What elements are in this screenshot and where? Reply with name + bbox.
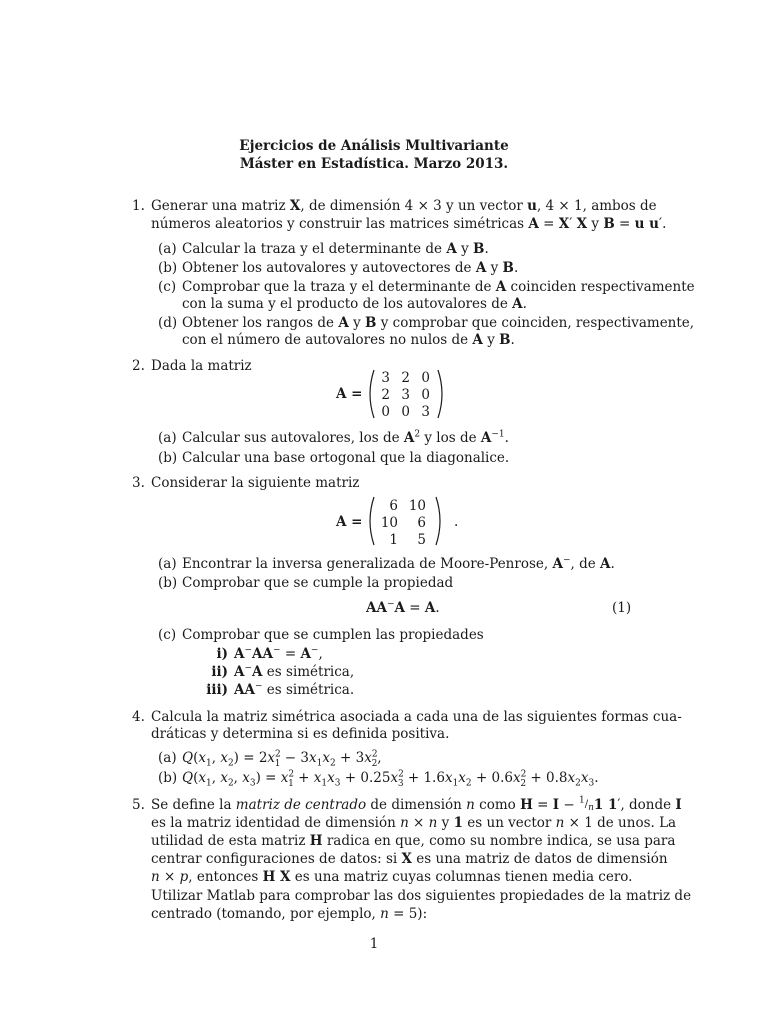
exercise-4-number: 4. bbox=[132, 709, 145, 725]
property-ii-label: ii) bbox=[211, 664, 228, 680]
exercise-3b-label: (b) bbox=[158, 575, 178, 591]
exercise-4b-label: (b) bbox=[158, 770, 178, 786]
exercise-5-line5: n × p, entonces H X es una matriz cuyas columnas tienen media cero. bbox=[151, 869, 633, 885]
matrix-cell: 3 bbox=[381, 370, 390, 386]
exercise-1a-text: Calcular la traza y el determinante de A y B. bbox=[182, 241, 489, 257]
exercise-2a-label: (a) bbox=[158, 430, 177, 446]
exercise-5-line7: centrado (tomando, por ejemplo, n = 5): bbox=[151, 906, 428, 922]
property-ii-text: A−A es simétrica, bbox=[234, 663, 355, 680]
exercise-4b-text: $Q(x_1$, $x_2$, $x_3) = x^2_1 + x_1x_3 + 0.25x^2_3 + 1.6x_1x_2 + 0.6x^2_2 + 0.8x_2x_3$. bbox=[182, 769, 599, 789]
exercise-1c-label: (c) bbox=[158, 279, 177, 295]
exercise-2b-text: Calcular una base ortogonal que la diagonalice. bbox=[182, 450, 510, 466]
property-i-text: A−AA− = A−, bbox=[234, 645, 323, 662]
exercise-2-matrix-lhs: A = bbox=[336, 386, 363, 402]
exercise-2b-label: (b) bbox=[158, 450, 178, 466]
exercise-5-line1: Se define la matriz de centrado de dimensión n como $H = I - ^1/_n1$ 1′, donde I bbox=[151, 795, 682, 813]
exercise-4a-text: $Q(x_1$, $x_2) = 2x^2_1 - 3x_1x_2 + 3x^2_2$, bbox=[182, 749, 382, 769]
matrix-cell: 0 bbox=[401, 404, 410, 420]
matrix-cell: 0 bbox=[421, 370, 430, 386]
property-i-label: i) bbox=[216, 646, 228, 662]
exercise-3b-text: Comprobar que se cumple la propiedad bbox=[182, 575, 454, 591]
exercise-1-line1: Generar una matriz X, de dimensión 4 × 3 y un vector u, 4 × 1, ambos de bbox=[151, 198, 657, 214]
exercise-2a-text: Calcular sus autovalores, los de $A^2$ y los de $A^{-1}$. bbox=[182, 429, 509, 446]
page-number: 1 bbox=[369, 936, 379, 952]
matrix-cell: 6 bbox=[417, 515, 426, 531]
exercise-3c-label: (c) bbox=[158, 627, 177, 643]
exercise-5-line3: utilidad de esta matriz H radica en que, como su nombre indica, se usa para bbox=[151, 833, 676, 849]
exercise-3-equation: AA−A = A. bbox=[366, 599, 440, 616]
document-title-line1: Ejercicios de Análisis Multivariante bbox=[239, 138, 509, 154]
exercise-2-number: 2. bbox=[132, 358, 145, 374]
exercise-4a-label: (a) bbox=[158, 750, 177, 766]
matrix-cell: 3 bbox=[421, 404, 430, 420]
matrix-cell: 0 bbox=[381, 404, 390, 420]
exercise-3a-text: Encontrar la inversa generalizada de Moore-Penrose, A−, de A. bbox=[182, 555, 615, 572]
exercise-1d-label: (d) bbox=[158, 315, 178, 331]
exercise-1d-text: Obtener los rangos de A y B y comprobar que coinciden, respectivamente, bbox=[182, 315, 695, 331]
exercise-1-line2: números aleatorios y construir las matrices simétricas A = X′ X y B = u u′. bbox=[151, 216, 667, 232]
matrix-cell: 2 bbox=[401, 370, 410, 386]
exercise-1b-text: Obtener los autovalores y autovectores de A y B. bbox=[182, 260, 519, 276]
exercise-3-matrix-brackets bbox=[365, 495, 445, 547]
exercise-3-intro: Considerar la siguiente matriz bbox=[151, 475, 360, 491]
matrix-cell: 1 bbox=[389, 532, 398, 548]
matrix-cell: 0 bbox=[421, 387, 430, 403]
exercise-4-line2: dráticas y determina si es definida positiva. bbox=[151, 726, 450, 742]
exercise-1b-label: (b) bbox=[158, 260, 178, 276]
matrix-cell: 2 bbox=[381, 387, 390, 403]
document-title-line2: Máster en Estadística. Marzo 2013. bbox=[239, 156, 509, 172]
exercise-1-number: 1. bbox=[132, 198, 145, 214]
exercise-1c-text2: con la suma y el producto de los autovalores de A. bbox=[182, 296, 527, 312]
exercise-1a-label: (a) bbox=[158, 241, 177, 257]
exercise-3-matrix-period: . bbox=[454, 514, 459, 530]
exercise-5-line6: Utilizar Matlab para comprobar las dos siguientes propiedades de la matriz de bbox=[151, 888, 692, 904]
exercise-1d-text2: con el número de autovalores no nulos de A y B. bbox=[182, 332, 515, 348]
exercise-3a-label: (a) bbox=[158, 556, 177, 572]
exercise-2-intro: Dada la matriz bbox=[151, 358, 252, 374]
exercise-1c-text: Comprobar que la traza y el determinante de A coinciden respectivamente bbox=[182, 279, 695, 295]
exercise-5-line2: es la matriz identidad de dimensión n × n y 1 es un vector n × 1 de unos. La bbox=[151, 815, 677, 831]
exercise-5-line4: centrar configuraciones de datos: si X es una matriz de datos de dimensión bbox=[151, 851, 668, 867]
equation-number: (1) bbox=[612, 600, 632, 616]
matrix-cell: 10 bbox=[408, 498, 426, 514]
matrix-cell: 10 bbox=[380, 515, 398, 531]
property-iii-text: AA− es simétrica. bbox=[234, 681, 355, 698]
exercise-3-number: 3. bbox=[132, 475, 145, 491]
exercise-3c-text: Comprobar que se cumplen las propiedades bbox=[182, 627, 484, 643]
matrix-cell: 3 bbox=[401, 387, 410, 403]
matrix-cell: 6 bbox=[389, 498, 398, 514]
property-iii-label: iii) bbox=[206, 682, 228, 698]
exercise-5-number: 5. bbox=[132, 797, 145, 813]
matrix-cell: 5 bbox=[417, 532, 426, 548]
exercise-3-matrix-lhs: A = bbox=[336, 514, 363, 530]
exercise-4-line1: Calcula la matriz simétrica asociada a cada una de las siguientes formas cua- bbox=[151, 709, 682, 725]
